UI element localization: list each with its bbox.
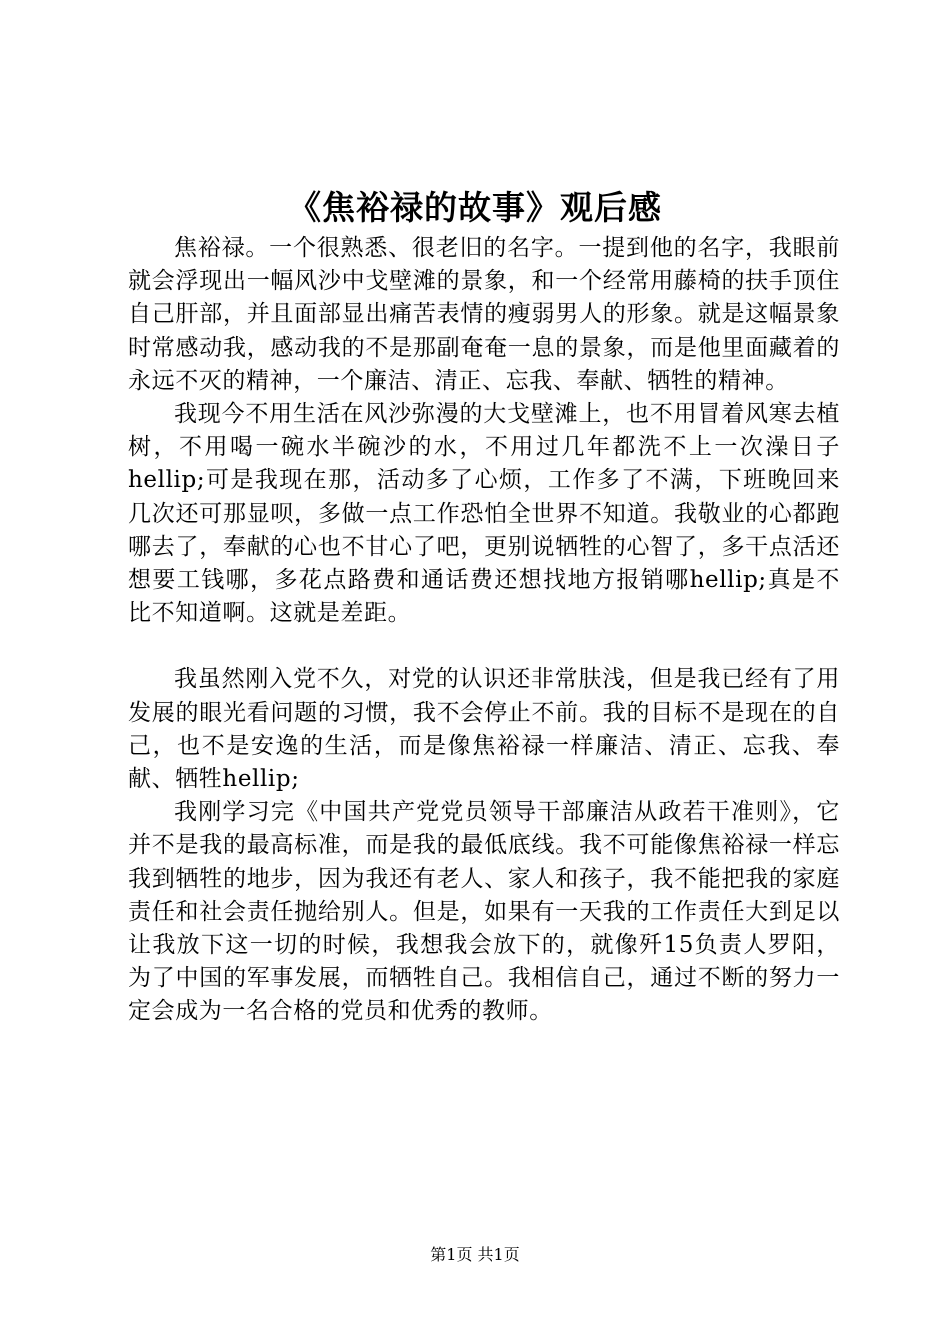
page-footer: 第1页 共1页: [430, 1245, 520, 1264]
document-title: 《焦裕禄的故事》观后感: [288, 188, 662, 227]
paragraph-3: 我虽然刚入党不久，对党的认识还非常肤浅，但是我已经有了用发展的眼光看问题的习惯，我不会停止不前。我的目标不是现在的自己，也不是安逸的生活，而是像焦裕禄一样廉洁、清正、忘我、奉献、牺牲hellip;: [128, 666, 840, 793]
document-body: [128, 232, 840, 1029]
paragraph-gap: [128, 630, 840, 663]
paragraph-2: 我现今不用生活在风沙弥漫的大戈壁滩上，也不用冒着风寒去植树，不用喝一碗水半碗沙的水，不用过几年都洗不上一次澡日子hellip;可是我现在那，活动多了心烦，工作多了不满，下班晚回来几次还可那显呗，多做一点工作恐怕全世界不知道。我敬业的心都跑哪去了，奉献的心也不甘心了吧，更别说牺牲的心智了，多干点活还想要工钱哪，多花点路费和通话费还想找地方报销哪hellip;真是不比不知道啊。这就是差距。: [128, 401, 840, 627]
paragraph-4: 我刚学习完《中国共产党党员领导干部廉洁从政若干准则》，它并不是我的最高标准，而是我的最低底线。我不可能像焦裕禄一样忘我到牺牲的地步，因为我还有老人、家人和孩子，我不能把我的家庭责任和社会责任抛给别人。但是，如果有一天我的工作责任大到足以让我放下这一切的时候，我想我会放下的，就像歼15负责人罗阳，为了中国的军事发展，而牺牲自己。我相信自己，通过不断的努力一定会成为一名合格的党员和优秀的教师。: [128, 799, 840, 1025]
paragraph-1: 焦裕禄。一个很熟悉、很老旧的名字。一提到他的名字，我眼前就会浮现出一幅风沙中戈壁滩的景象，和一个经常用藤椅的扶手顶住自己肝部，并且面部显出痛苦表情的瘦弱男人的形象。就是这幅景象时常感动我，感动我的不是那副奄奄一息的景象，而是他里面藏着的永远不灭的精神，一个廉洁、清正、忘我、奉献、牺牲的精神。: [128, 235, 840, 394]
